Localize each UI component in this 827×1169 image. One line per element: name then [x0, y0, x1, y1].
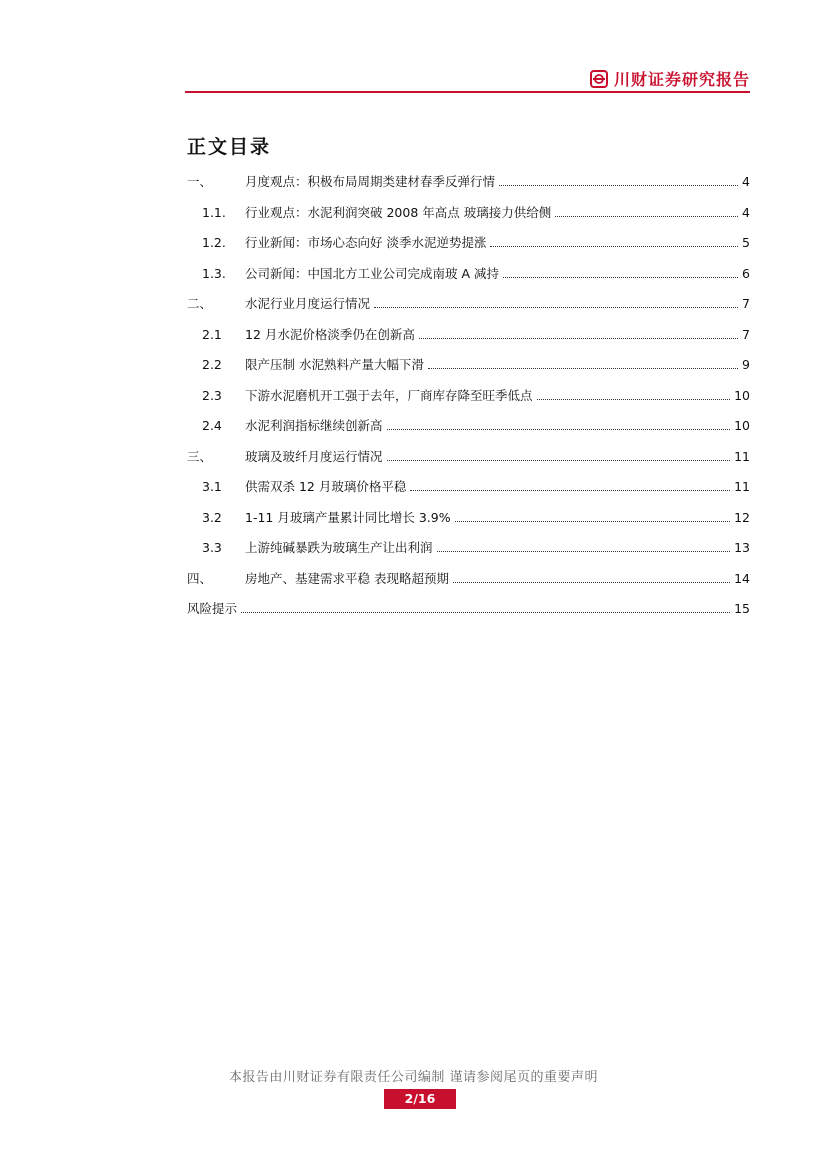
- toc-entry-title: 公司新闻：中国北方工业公司完成南玻 A 减持: [245, 265, 499, 281]
- toc-entry-number: 3.1: [202, 479, 222, 494]
- toc-entry-page: 5: [742, 235, 750, 250]
- toc-entry-title: 下游水泥磨机开工强于去年，厂商库存降至旺季低点: [245, 387, 533, 403]
- toc-entry-page: 10: [734, 387, 750, 403]
- toc-entry[interactable]: [187, 473, 750, 495]
- toc-entry-title: 12 月水泥价格淡季仍在创新高: [245, 326, 415, 342]
- toc-entry-title: 房地产、基建需求平稳 表现略超预期: [245, 570, 449, 586]
- toc-entry-number: 1.3.: [202, 265, 226, 281]
- toc-leader-dots: [387, 460, 731, 461]
- toc-entry-page: 13: [734, 540, 750, 555]
- toc-entry-page: 7: [742, 326, 750, 342]
- toc-entry-page: 14: [734, 570, 750, 586]
- toc-entry-title: 水泥行业月度运行情况: [245, 296, 371, 311]
- toc-entry-page: 15: [734, 601, 750, 616]
- toc-entry[interactable]: [187, 260, 750, 282]
- footer-disclaimer: 本报告由川财证券有限责任公司编制 谨请参阅尾页的重要声明: [228, 1070, 599, 1085]
- toc-entry-title: 玻璃及玻纤月度运行情况: [245, 448, 383, 464]
- toc-entry[interactable]: [187, 382, 750, 404]
- toc-entry-page: 9: [742, 357, 750, 372]
- toc-entry[interactable]: [187, 443, 750, 465]
- toc-entry[interactable]: [187, 229, 750, 251]
- page-header: [185, 60, 750, 94]
- toc-entry-number: 三、: [187, 448, 213, 464]
- toc-leader-dots: [490, 246, 738, 247]
- brand-name: 川财证券研究报告: [613, 70, 750, 89]
- toc-entry-number: 3.2: [202, 509, 222, 525]
- toc-entry-title: 风险提示: [187, 601, 238, 616]
- toc-leader-dots: [410, 490, 730, 491]
- toc-entry[interactable]: [187, 504, 750, 526]
- toc-entry-title: 月度观点：积极布局周期类建材春季反弹行情: [245, 174, 496, 189]
- toc-entry-page: 4: [742, 204, 750, 220]
- toc-entry-title: 水泥利润指标继续创新高: [245, 418, 383, 433]
- toc-entry[interactable]: [187, 168, 750, 190]
- toc-leader-dots: [387, 429, 731, 430]
- toc-entry[interactable]: [187, 351, 750, 373]
- brand: [590, 67, 750, 90]
- toc-entry-title: 限产压制 水泥熟料产量大幅下滑: [245, 357, 424, 372]
- toc-entry-page: 4: [742, 174, 750, 189]
- toc-leader-dots: [455, 521, 731, 522]
- toc-entry[interactable]: [187, 321, 750, 343]
- toc-entry-number: 2.4: [202, 418, 222, 433]
- toc-leader-dots: [374, 307, 738, 308]
- toc-leader-dots: [437, 551, 731, 552]
- header-divider: [185, 91, 750, 93]
- toc-entry-page: 11: [734, 479, 750, 494]
- toc-leader-dots: [503, 277, 738, 278]
- toc-entry-page: 11: [734, 448, 750, 464]
- toc-entry[interactable]: [187, 412, 750, 434]
- toc-entry-number: 2.2: [202, 357, 222, 372]
- toc-entry-number: 3.3: [202, 540, 222, 555]
- toc-entry-page: 12: [734, 509, 750, 525]
- toc-entry-number: 1.1.: [202, 204, 226, 220]
- toc-entry-number: 2.1: [202, 326, 222, 342]
- toc-entry-number: 四、: [187, 570, 213, 586]
- toc-entry-title: 行业新闻：市场心态向好 淡季水泥逆势提涨: [245, 235, 487, 250]
- toc-entry-title: 上游纯碱暴跌为玻璃生产让出利润: [245, 540, 433, 555]
- toc-entry[interactable]: [187, 595, 750, 617]
- toc-leader-dots: [555, 216, 738, 217]
- toc-leader-dots: [537, 399, 731, 400]
- toc-title: 正文目录: [187, 136, 272, 158]
- toc-leader-dots: [419, 338, 738, 339]
- toc-entry-title: 行业观点：水泥利润突破 2008 年高点 玻璃接力供给侧: [245, 204, 552, 220]
- page-number-badge: 2/16: [384, 1089, 456, 1109]
- toc-entry-number: 1.2.: [202, 235, 226, 250]
- toc-entry-page: 10: [734, 418, 750, 433]
- toc-entry[interactable]: [187, 199, 750, 221]
- toc-entry-title: 供需双杀 12 月玻璃价格平稳: [245, 479, 407, 494]
- toc-leader-dots: [428, 368, 738, 369]
- toc-leader-dots: [241, 612, 730, 613]
- toc-leader-dots: [499, 185, 738, 186]
- toc-entry[interactable]: [187, 534, 750, 556]
- toc-entry[interactable]: [187, 290, 750, 312]
- brand-logo-icon: [590, 70, 608, 88]
- toc-entry-number: 二、: [187, 296, 213, 311]
- toc-entry-page: 6: [742, 265, 750, 281]
- toc-leader-dots: [453, 582, 730, 583]
- toc-entry-page: 7: [742, 296, 750, 311]
- toc-entry-number: 2.3: [202, 387, 222, 403]
- toc-entry-number: 一、: [187, 174, 213, 189]
- toc-entry-title: 1-11 月玻璃产量累计同比增长 3.9%: [245, 509, 451, 525]
- toc-entry[interactable]: [187, 565, 750, 587]
